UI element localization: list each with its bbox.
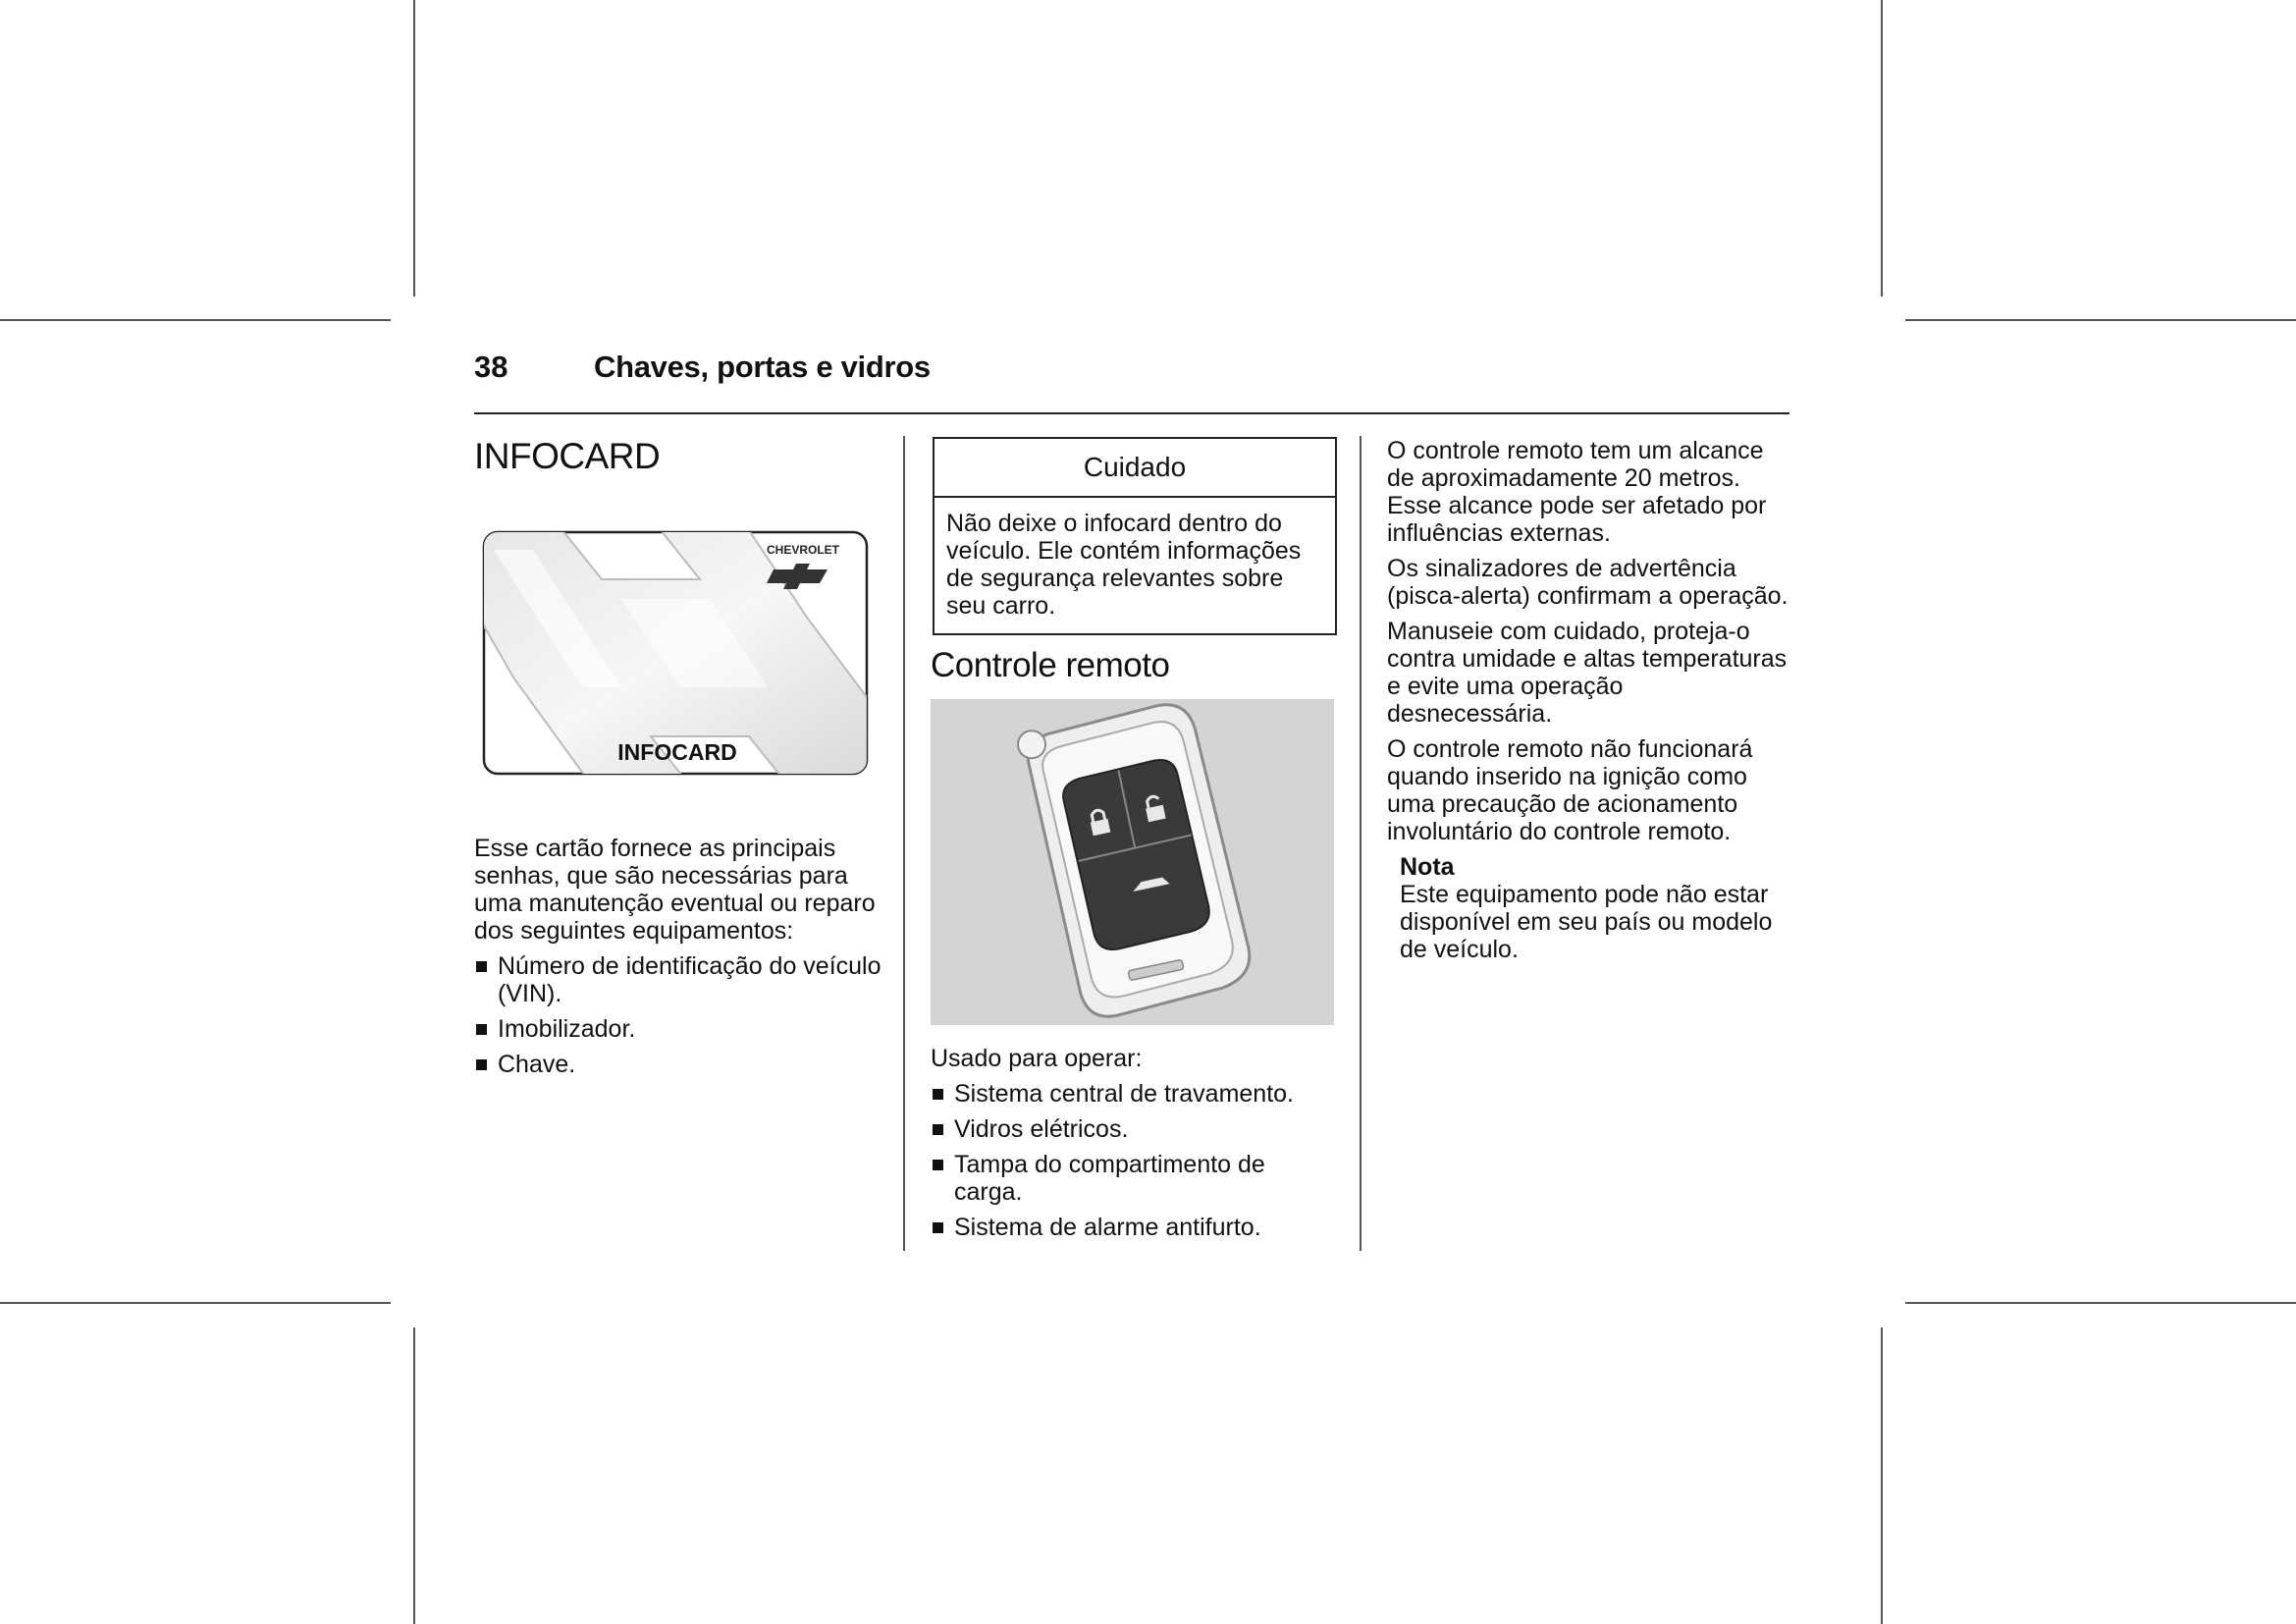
infocard-paragraph: Esse cartão fornece as principais senhas, que são necessárias para uma manutenção eventual ou reparo dos seguintes equipamentos: [474,835,876,945]
column-remote-body [931,1045,1338,1249]
note-title: Nota [1400,853,1455,881]
crop-mark [413,0,415,297]
paragraph: Os sinalizadores de advertência (pisca-alerta) confirmam a operação. [1387,555,1789,610]
list-item: Vidros elétricos. [931,1115,1338,1143]
column-divider [1360,436,1362,1251]
bullet-square-icon [933,1222,943,1233]
crop-mark [1881,0,1883,297]
crop-mark [1905,1302,2296,1304]
caution-title: Cuidado [934,439,1335,498]
bullet-square-icon [476,961,487,972]
note-block [1387,853,1791,963]
list-item: Número de identificação do veículo (VIN). [474,952,884,1007]
bullet-square-icon [933,1124,943,1135]
section-heading-controle-remoto: Controle remoto [931,646,1170,684]
note-body: Este equipamento pode não estar disponível em seu país ou modelo de veículo. [1400,881,1773,963]
card-label: INFOCARD [617,739,737,765]
bullet-square-icon [476,1024,487,1035]
list-item: Sistema de alarme antifurto. [931,1214,1338,1241]
infocard-illustration [474,491,881,815]
bullet-square-icon [476,1059,487,1070]
infocard-bullet-list [474,952,884,1078]
crop-mark [0,319,391,321]
remote-intro: Usado para operar: [931,1045,1143,1072]
list-item: Imobilizador. [474,1015,884,1043]
list-item: Chave. [474,1051,884,1078]
list-item: Tampa do compartimento de carga. [931,1151,1338,1206]
column-infocard-body [474,835,884,1086]
page-number: 38 [474,350,508,384]
crop-mark [0,1302,391,1304]
list-item: Sistema central de travamento. [931,1080,1338,1108]
header-rule [474,412,1789,414]
crop-mark [413,1327,415,1624]
remote-bullet-list [931,1080,1338,1241]
column-remote-details [1387,437,1791,963]
remote-key-illustration [931,699,1334,1025]
paragraph: O controle remoto não funcionará quando inserido na ignição como uma precaução de acionamento involuntário do controle remoto. [1387,735,1753,845]
crop-mark [1905,319,2296,321]
caution-box [933,437,1337,635]
crop-mark [1881,1327,1883,1624]
column-remote-heading [931,646,1338,685]
bullet-square-icon [933,1160,943,1170]
column-divider [903,436,905,1251]
chapter-title: Chaves, portas e vidros [594,350,931,384]
card-brand-text: CHEVROLET [766,543,840,557]
caution-body: Não deixe o infocard dentro do veículo. Ele contém informações de segurança relevantes sobre seu carro. [946,510,1302,620]
section-heading-infocard: INFOCARD [474,436,661,476]
paragraph: Manuseie com cuidado, proteja-o contra umidade e altas temperaturas e evite uma operação desnecessária. [1387,618,1788,728]
paragraph: O controle remoto tem um alcance de aproximadamente 20 metros. Esse alcance pode ser afetado por influências externas. [1387,437,1767,547]
column-infocard [474,436,881,477]
bullet-square-icon [933,1089,943,1100]
